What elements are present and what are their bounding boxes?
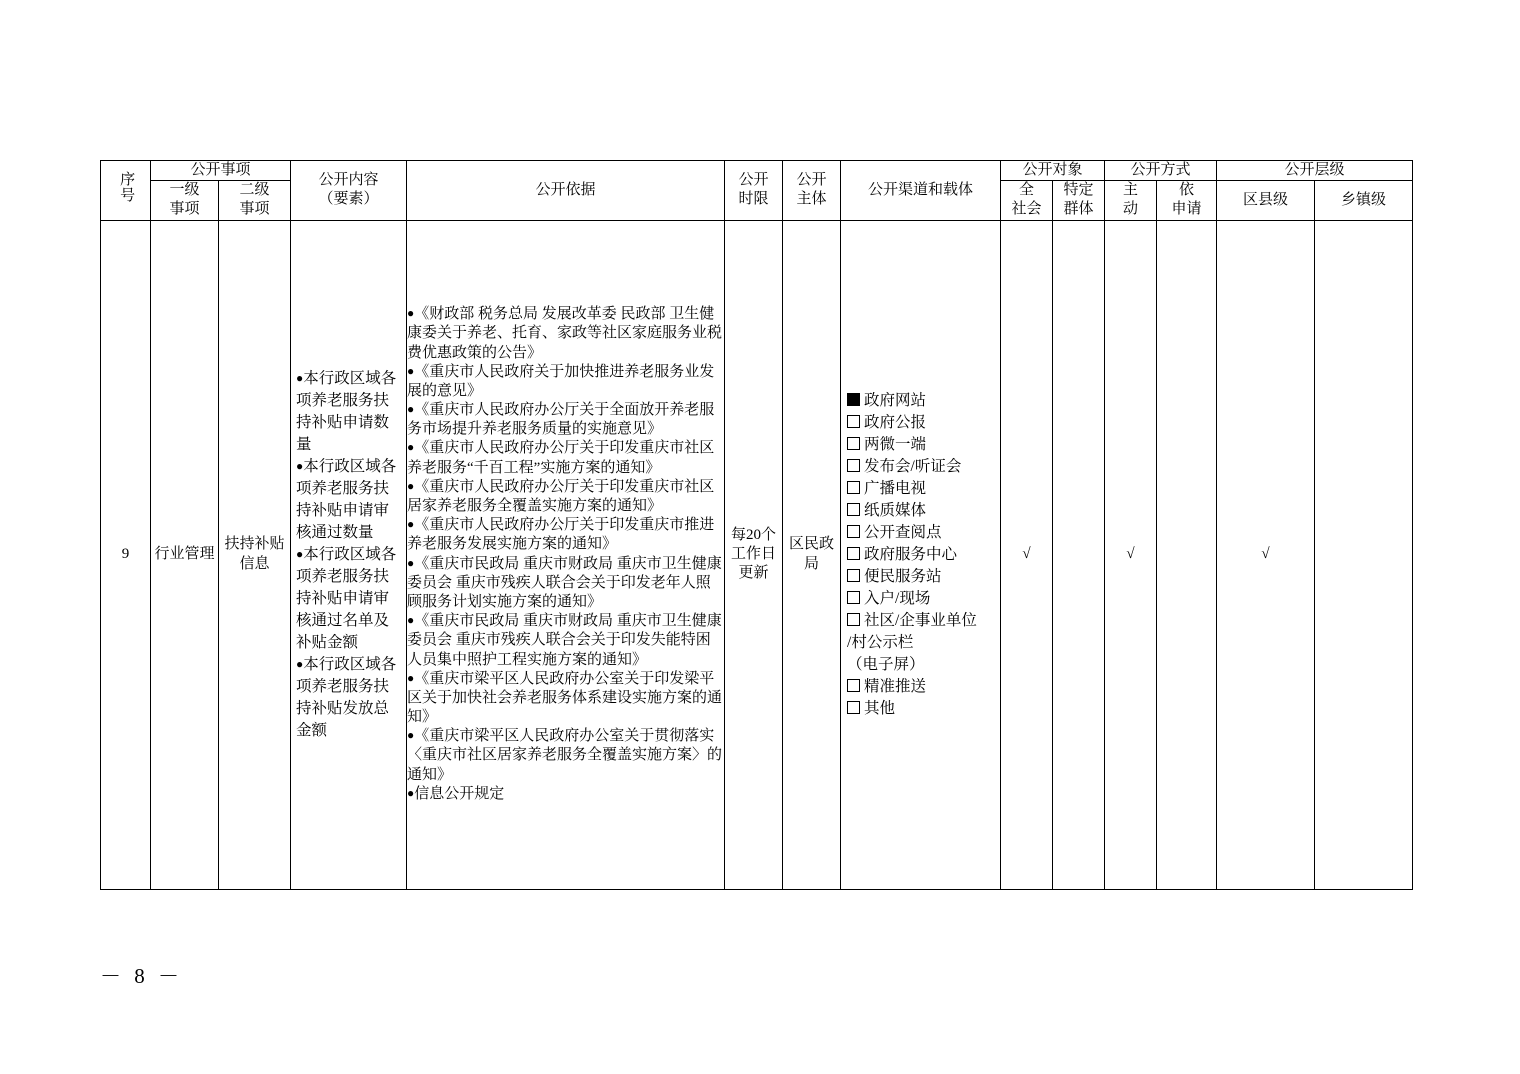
channel-label: 政府网站 (864, 391, 927, 409)
basis-item: ●《重庆市梁平区人民政府办公室关于印发梁平区关于加快社会养老服务体系建设实施方案的通知》 (407, 670, 723, 726)
channel-option[interactable] (847, 610, 994, 676)
checkbox-icon[interactable] (847, 547, 860, 560)
header-method-request: 依 申请 (1157, 181, 1217, 220)
checkbox-icon[interactable] (847, 613, 860, 626)
cell-content (291, 220, 407, 889)
cell-channel (841, 220, 1001, 889)
disclosure-table (100, 160, 1413, 890)
cell-subject: 区民政局 (783, 220, 841, 889)
basis-item: ●《重庆市人民政府办公厅关于印发重庆市社区养老服务“千百工程”实施方案的通知》 (407, 440, 715, 476)
cell-method-active: √ (1105, 220, 1157, 889)
checkbox-icon[interactable] (847, 569, 860, 582)
basis-item: ●《重庆市人民政府关于加快推进养老服务业发展的意见》 (407, 363, 715, 399)
channel-label: 政府公报 (864, 413, 927, 431)
header-basis: 公开依据 (407, 161, 725, 221)
channel-option[interactable] (847, 566, 994, 588)
header-deadline: 公开 时限 (725, 161, 783, 221)
channel-label: 政府服务中心 (864, 545, 958, 563)
channel-option[interactable] (847, 478, 994, 500)
basis-item: ●《重庆市民政局 重庆市财政局 重庆市卫生健康委员会 重庆市残疾人联合会关于印发失能特困人员集中照护工程实施方案的通知》 (407, 613, 722, 668)
channel-label: 精准推送 (864, 677, 927, 695)
basis-item: ●《重庆市民政局 重庆市财政局 重庆市卫生健康委员会 重庆市残疾人联合会关于印发老年人照顾服务计划实施方案的通知》 (407, 555, 722, 610)
basis-item: ●《重庆市梁平区人民政府办公室关于贯彻落实〈重庆市社区居家养老服务全覆盖实施方案〉的通知》 (407, 728, 723, 783)
header-method-group: 公开方式 (1105, 161, 1217, 181)
header-method-active: 主 动 (1105, 181, 1157, 220)
checkbox-icon[interactable] (847, 437, 860, 450)
basis-item: ●信息公开规定 (407, 785, 505, 802)
channel-option[interactable] (847, 522, 994, 544)
cell-audience-all: √ (1001, 220, 1053, 889)
basis-item: ●《重庆市人民政府办公厅关于印发重庆市社区居家养老服务全覆盖实施方案的通知》 (407, 478, 715, 514)
checkbox-icon[interactable] (847, 679, 860, 692)
cell-level2: 扶持补贴信息 (219, 220, 291, 889)
header-audience-specific: 特定 群体 (1053, 181, 1105, 220)
channel-option[interactable] (847, 544, 994, 566)
header-audience-group: 公开对象 (1001, 161, 1105, 181)
checkbox-checked-icon[interactable] (847, 393, 860, 406)
header-audience-all: 全 社会 (1001, 181, 1053, 220)
basis-item: ●《重庆市人民政府办公厅关于印发重庆市推进养老服务发展实施方案的通知》 (407, 517, 715, 553)
cell-audience-specific (1053, 220, 1105, 889)
channel-option[interactable] (847, 676, 994, 698)
channel-label: 便民服务站 (864, 567, 942, 585)
channel-option[interactable] (847, 412, 994, 434)
checkbox-icon[interactable] (847, 503, 860, 516)
channel-checkbox-list (847, 390, 994, 720)
channel-option[interactable] (847, 434, 994, 456)
basis-item: ●《财政部 税务总局 发展改革委 民政部 卫生健康委关于养老、托育、家政等社区家庭服务业税费优惠政策的公告》 (407, 306, 723, 361)
header-level-group: 公开层级 (1217, 161, 1413, 181)
channel-option[interactable] (847, 390, 994, 412)
channel-option[interactable] (847, 588, 994, 610)
checkbox-icon[interactable] (847, 525, 860, 538)
basis-item-list (407, 305, 724, 804)
checkbox-icon[interactable] (847, 459, 860, 472)
content-item: ●本行政区域各项养老服务扶持补贴发放总金额 (296, 655, 397, 739)
channel-label: 社区/企事业单位 /村公示栏 （电子屏） (847, 611, 977, 673)
cell-method-request (1157, 220, 1217, 889)
cell-level1: 行业管理 (151, 220, 219, 889)
content-item: ●本行政区域各项养老服务扶持补贴申请数量 (296, 369, 397, 453)
cell-level-town (1315, 220, 1413, 889)
channel-label: 其他 (864, 699, 896, 717)
table-header-row-1 (101, 161, 1413, 181)
checkbox-icon[interactable] (847, 701, 860, 714)
content-item-list (296, 368, 401, 742)
header-level-district: 区县级 (1217, 181, 1315, 220)
basis-item: ●《重庆市人民政府办公厅关于全面放开养老服务市场提升养老服务质量的实施意见》 (407, 402, 715, 438)
table-row (101, 220, 1413, 889)
channel-label: 两微一端 (864, 435, 927, 453)
header-level2: 二级 事项 (219, 181, 291, 220)
channel-option[interactable] (847, 456, 994, 478)
content-item: ●本行政区域各项养老服务扶持补贴申请审核通过名单及补贴金额 (296, 545, 397, 651)
header-public-items-group: 公开事项 (151, 161, 291, 181)
channel-label: 纸质媒体 (864, 501, 927, 519)
cell-level-district: √ (1217, 220, 1315, 889)
cell-deadline: 每20个工作日更新 (725, 220, 783, 889)
channel-label: 入户/现场 (864, 589, 931, 607)
header-level1: 一级 事项 (151, 181, 219, 220)
checkbox-icon[interactable] (847, 481, 860, 494)
header-channel: 公开渠道和载体 (841, 161, 1001, 221)
channel-option[interactable] (847, 500, 994, 522)
channel-label: 广播电视 (864, 479, 927, 497)
header-level-town: 乡镇级 (1315, 181, 1413, 220)
channel-option[interactable] (847, 698, 994, 720)
header-seq: 序号 (101, 161, 151, 221)
content-item: ●本行政区域各项养老服务扶持补贴申请审核通过数量 (296, 457, 397, 541)
checkbox-icon[interactable] (847, 415, 860, 428)
cell-seq: 9 (101, 220, 151, 889)
channel-label: 公开查阅点 (864, 523, 942, 541)
header-content: 公开内容 （要素） (291, 161, 407, 221)
channel-label: 发布会/听证会 (864, 457, 962, 475)
page-number: － 8 － (100, 964, 183, 988)
cell-basis (407, 220, 725, 889)
checkbox-icon[interactable] (847, 591, 860, 604)
header-subject: 公开 主体 (783, 161, 841, 221)
